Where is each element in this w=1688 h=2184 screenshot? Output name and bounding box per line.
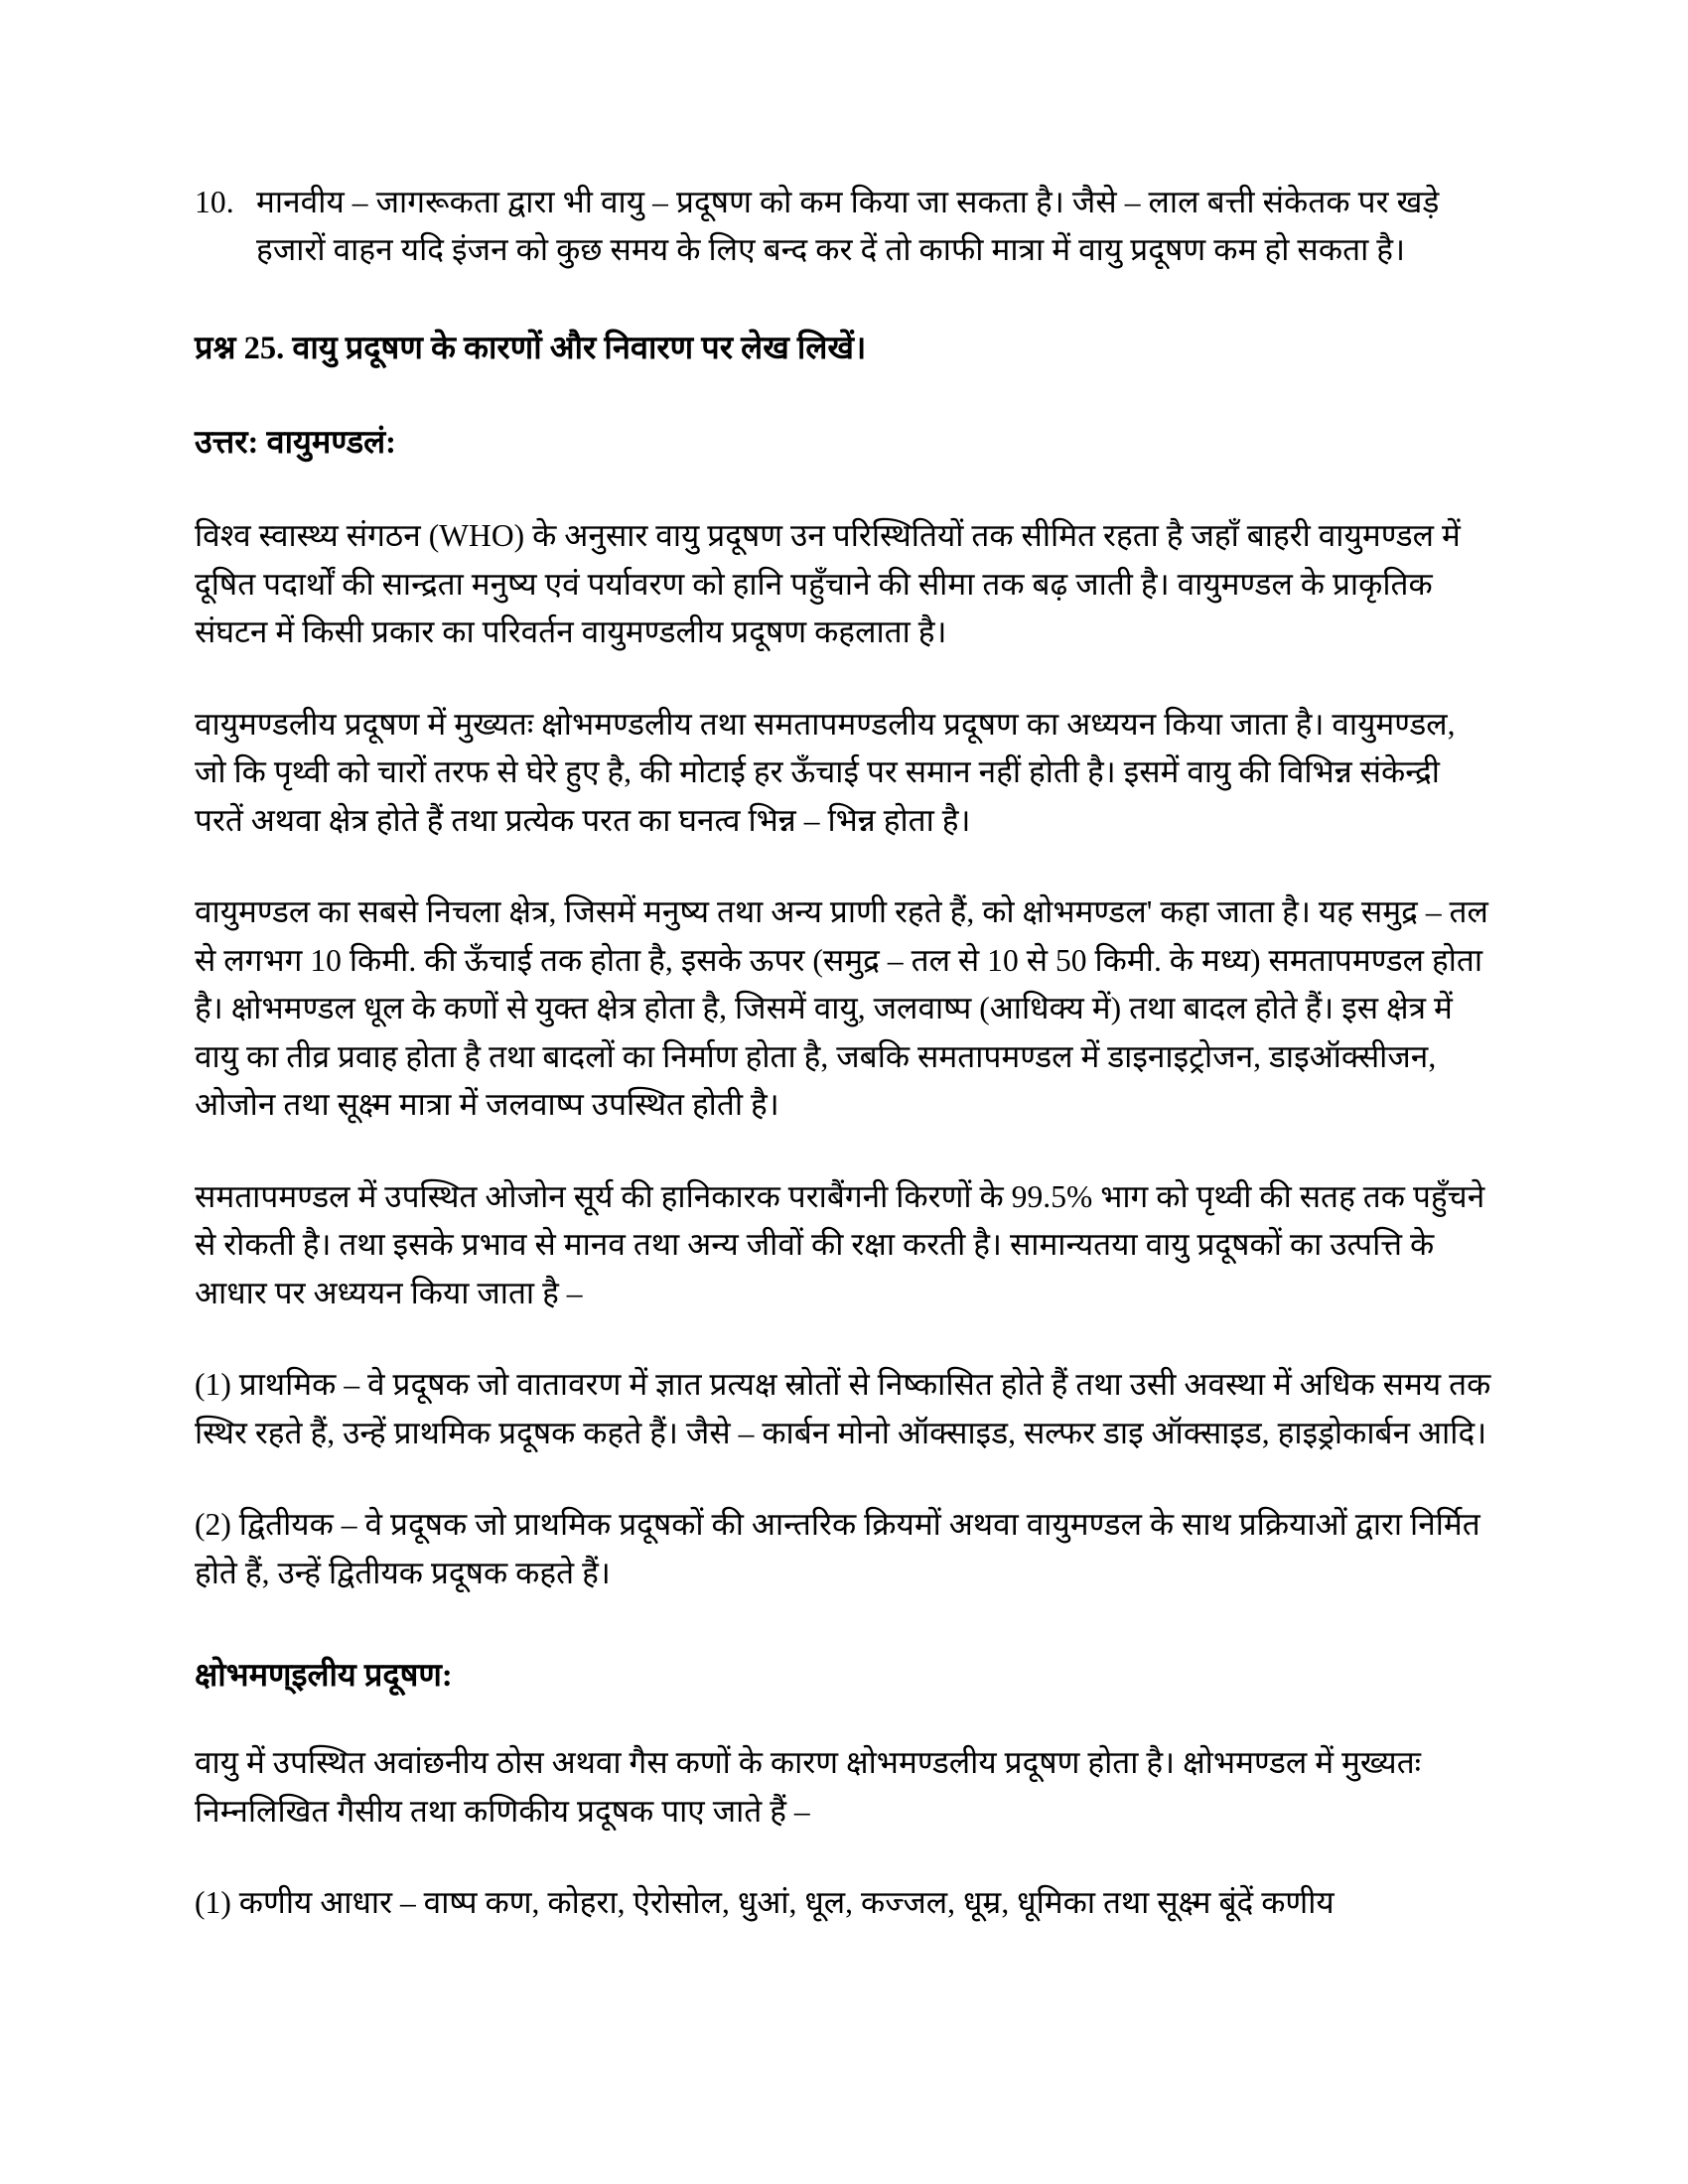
list-item	[195, 179, 1493, 274]
body-paragraph-secondary-pollutants: (2) द्वितीयक – वे प्रदूषक जो प्राथमिक प्रदूषकों की आन्तरिक क्रियमों अथवा वायुमण्डल के साथ प्रक्रियाओं द्वारा निर्मित होते हैं, उन्हें द्वितीयक प्रदूषक कहते हैं।	[195, 1507, 1480, 1590]
section-paragraph-1: वायु में उपस्थित अवांछनीय ठोस अथवा गैस कणों के कारण क्षोभमण्डलीय प्रदूषण होता है। क्षोभमण्डल में मुख्यतः निम्नलिखित गैसीय तथा कणिकीय प्रदूषक पाए जाते हैं –	[195, 1745, 1422, 1829]
section-paragraph-2: (1) कणीय आधार – वाष्प कण, कोहरा, ऐरोसोल, धुआं, धूल, कज्जल, धूम्र, धूमिका तथा सूक्ष्म बूंदें कणीय	[195, 1885, 1335, 1921]
body-paragraph-2: वायुमण्डलीय प्रदूषण में मुख्यतः क्षोभमण्डलीय तथा समतापमण्डलीय प्रदूषण का अध्ययन किया जाता है। वायुमण्डल, जो कि पृथ्वी को चारों तरफ से घेरे हुए है, की मोटाई हर ऊँचाई पर समान नहीं होती है। इसमें वायु की विभिन्न संकेन्द्री परतें अथवा क्षेत्र होते हैं तथा प्रत्येक परत का घनत्व भिन्न – भिन्न होता है।	[195, 706, 1456, 838]
answer-heading: उत्तर: वायुमण्डलं:	[195, 424, 396, 461]
list-item-text: मानवीय – जागरूकता द्वारा भी वायु – प्रदूषण को कम किया जा सकता है। जैसे – लाल बत्ती संकेतक पर खड़े हजारों वाहन यदि इंजन को कुछ समय के लिए बन्द कर दें तो काफी मात्रा में वायु प्रदूषण कम हो सकता है।	[256, 185, 1440, 267]
body-paragraph-3: वायुमण्डल का सबसे निचला क्षेत्र, जिसमें मनुष्य तथा अन्य प्राणी रहते हैं, को क्षोभमण्डल' कहा जाता है। यह समुद्र – तल से लगभग 10 किमी. की ऊँचाई तक होता है, इसके ऊपर (समुद्र – तल से 10 से 50 किमी. के मध्य) समतापमण्डल होता है। क्षोभमण्डल धूल के कणों से युक्त क्षेत्र होता है, जिसमें वायु, जलवाष्प (आधिक्य में) तथा बादल होते हैं। इस क्षेत्र में वायु का तीव्र प्रवाह होता है तथा बादलों का निर्माण होता है, जबकि समतापमण्डल में डाइनाइट्रोजन, डाइऑक्सीजन, ओजोन तथा सूक्ष्म मात्रा में जलवाष्प उपस्थित होती है।	[195, 894, 1488, 1122]
question-heading: प्रश्न 25. वायु प्रदूषण के कारणों और निवारण पर लेख लिखें।	[195, 330, 867, 366]
list-item-marker: 10.	[195, 185, 234, 219]
page-content	[195, 179, 1493, 1959]
body-paragraph-4: समतापमण्डल में उपस्थित ओजोन सूर्य की हानिकारक पराबैंगनी किरणों के 99.5% भाग को पृथ्वी की सतह तक पहुँचने से रोकती है। तथा इसके प्रभाव से मानव तथा अन्य जीवों की रक्षा करती है। सामान्यतया वायु प्रदूषकों का उत्पत्ति के आधार पर अध्ययन किया जाता है –	[195, 1178, 1485, 1310]
section-heading: क्षोभमण्इलीय प्रदूषण:	[195, 1658, 453, 1694]
numbered-list	[195, 179, 1493, 274]
body-paragraph-primary-pollutants: (1) प्राथमिक – वे प्रदूषक जो वातावरण में ज्ञात प्रत्यक्ष स्रोतों से निष्कासित होते हैं तथा उसी अवस्था में अधिक समय तक स्थिर रहते हैं, उन्हें प्राथमिक प्रदूषक कहते हैं। जैसे – कार्बन मोनो ऑक्साइड, सल्फर डाइ ऑक्साइड, हाइड्रोकार्बन आदि।	[195, 1367, 1491, 1450]
body-paragraph-1: विश्व स्वास्थ्य संगठन (WHO) के अनुसार वायु प्रदूषण उन परिस्थितियों तक सीमित रहता है जहाँ बाहरी वायुमण्डल में दूषित पदार्थों की सान्द्रता मनुष्य एवं पर्यावरण को हानि पहुँचाने की सीमा तक बढ़ जाती है। वायुमण्डल के प्राकृतिक संघटन में किसी प्रकार का परिवर्तन वायुमण्डलीय प्रदूषण कहलाता है।	[195, 518, 1461, 649]
